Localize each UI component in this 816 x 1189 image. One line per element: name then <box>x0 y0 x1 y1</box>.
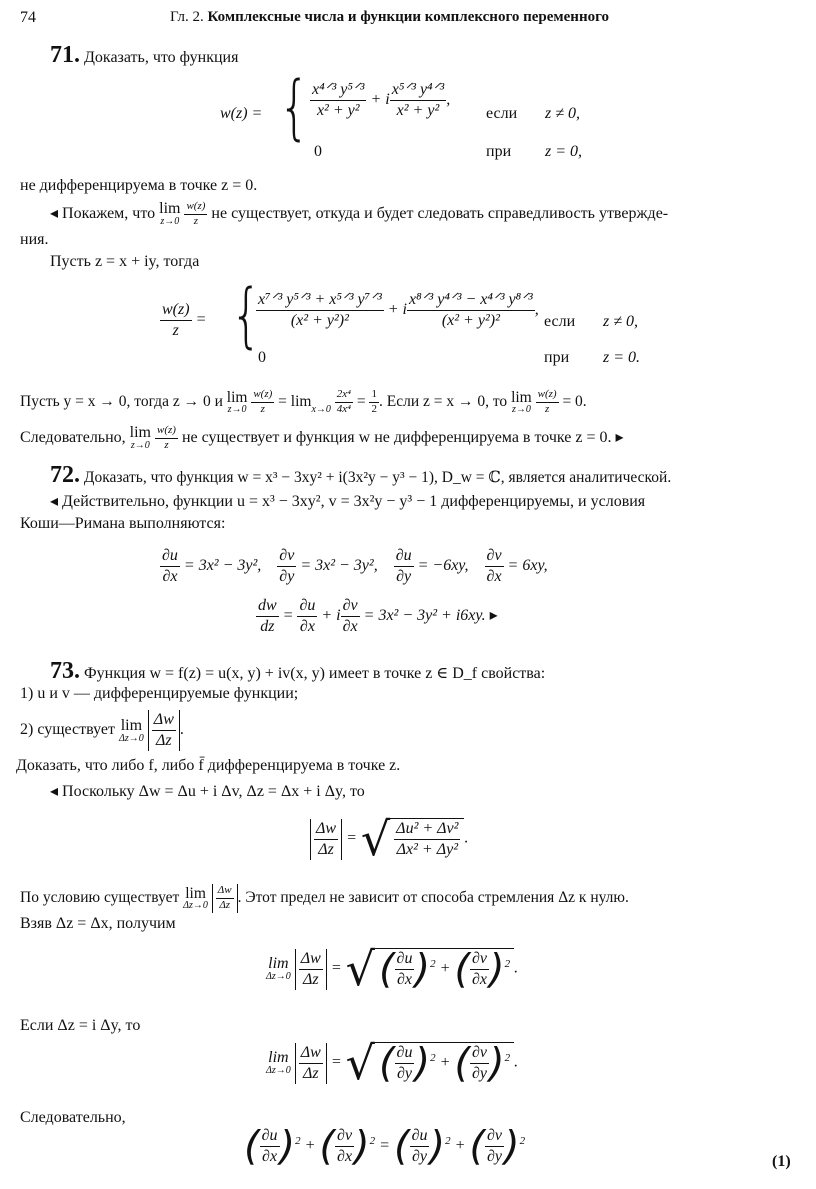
limit: lim z→0 <box>129 424 151 452</box>
fraction: $\frac{\partial u}{\partial x}$ <box>261 1127 278 1165</box>
absolute-value <box>148 710 180 751</box>
absolute-value <box>310 819 342 860</box>
limit: lim Δz→0 <box>266 1049 291 1076</box>
problem-statement: Доказать, что функция <box>84 49 239 66</box>
fraction: $\frac{\partial u}{\partial x}$ <box>299 597 316 635</box>
sqrt-sign: √ <box>345 1036 375 1090</box>
fraction: $\frac{\partial u}{\partial y}$ <box>411 1127 428 1165</box>
fraction: $\frac{\partial v}{\partial x}$ <box>486 547 502 585</box>
limit: lim z→0 <box>159 200 181 228</box>
fraction: $\frac{\partial v}{\partial y}$ <box>486 1127 502 1165</box>
condition: z ≠ 0, <box>545 105 581 122</box>
problem-71-heading <box>50 40 238 70</box>
problem-73-heading <box>50 656 545 686</box>
condition: z ≠ 0, <box>603 313 639 330</box>
fraction: $\frac{\text{x⁸ᐟ³ y⁴ᐟ³ − x⁴ᐟ³ y⁸ᐟ³}}{\text{(x² + y²)²}}$ <box>408 291 533 329</box>
cauchy-riemann-equations: $\frac{\partial u}{\partial x}$ = 3x² − 3y², $\frac{\partial v}{\partial y}$ = 3x² − 3y², $\frac{\partial u}{\partial y}$ = −6xy, $\frac{\partial v}{\partial x}$ = 6xy, <box>162 547 548 585</box>
fraction: $\frac{\text{2x⁴}}{\text{4x⁴}}$ <box>336 388 351 415</box>
ratio-case1: $\frac{\text{x⁷ᐟ³ y⁵ᐟ³ + x⁵ᐟ³ y⁷ᐟ³}}{\text{(x² + y²)²}}$ + i $\frac{\text{x⁸ᐟ³ y⁴ᐟ³ − x⁴ᐟ³ y⁸ᐟ³}}{\text{(x² + y²)²}}$ , <box>258 291 539 329</box>
fraction: $\frac{\Delta w}{\Delta z}$ <box>153 711 174 749</box>
limit: x→0 <box>311 404 331 415</box>
sqrt-sign: √ <box>360 812 391 866</box>
fraction: $\frac{\text{x⁵ᐟ³ y⁴ᐟ³}}{\text{x² + y²}}$ <box>391 81 445 119</box>
fraction: $\frac{\partial u}{\partial y}$ <box>396 1044 413 1082</box>
limit: lim Δz→0 <box>183 884 208 911</box>
fraction: $\frac{w(z)}{z}$ <box>253 388 273 415</box>
fraction: $\frac{\partial v}{\partial y}$ <box>279 547 295 585</box>
left-brace: { <box>278 66 310 148</box>
prove-text: Доказать, что либо f, либо f̄ дифференцируема в точке z. <box>16 757 401 774</box>
piecewise-case2: 0 <box>314 143 322 160</box>
proof-line: Следовательно, lim z→0 $\frac{w(z)}{z}$ не существует и функция w не дифференцируема в точке z = 0. ▸ <box>20 424 624 452</box>
fraction: $\frac{\text{x⁷ᐟ³ y⁵ᐟ³ + x⁵ᐟ³ y⁷ᐟ³}}{\text{(x² + y²)²}}$ <box>258 291 382 329</box>
sqrt-body: ( $\frac{\partial u}{\partial y}$ )$^2$ + ( $\frac{\partial v}{\partial y}$ )$^2$ <box>375 1042 514 1084</box>
limit: lim z→0 <box>511 388 532 415</box>
fraction: $\frac{dw}{dz}$ <box>258 597 277 635</box>
page-number: 74 <box>20 9 36 26</box>
chapter-title: Комплексные числа и функции комплексного переменного <box>207 9 610 25</box>
piecewise-case1: $\frac{\text{x⁴ᐟ³ y⁵ᐟ³}}{\text{x² + y²}}$ + i $\frac{\text{x⁵ᐟ³ y⁴ᐟ³}}{\text{x² + y²}}$ , <box>312 81 451 119</box>
proof-line: ния. <box>20 231 49 248</box>
fraction: $\frac{\partial u}{\partial x}$ <box>162 547 178 585</box>
proof-line: Следовательно, <box>20 1109 126 1126</box>
fraction: $\frac{\partial u}{\partial y}$ <box>395 547 412 585</box>
modulus-equation: $\frac{\Delta w}{\Delta z}$ = √ $\frac{\text{Δu² + Δv²}}{\text{Δx² + Δy²}}$ . <box>310 816 468 862</box>
fraction: $\frac{\text{Δu² + Δv²}}{\text{Δx² + Δy²}}$ <box>396 820 459 858</box>
fraction: $\frac{\partial v}{\partial x}$ <box>342 597 358 635</box>
absolute-value <box>295 949 327 990</box>
absolute-value <box>295 1043 327 1084</box>
proof-line: ◂ Действительно, функции u = x³ − 3xy², v = 3x²y − y³ − 1 дифференцируемы, и условия <box>50 493 646 510</box>
fraction: $\frac{\Delta w}{\Delta z}$ <box>300 949 321 988</box>
equation-1: ( $\frac{\partial u}{\partial x}$ )$^2$ + ( $\frac{\partial v}{\partial x}$ )$^2$ = ( $\frac{\partial u}{\partial y}$ )$^2$ + ( $\frac{\partial v}{\partial y}$ )$^2$ <box>244 1123 526 1170</box>
fraction: $\frac{\partial v}{\partial x}$ <box>471 950 487 988</box>
limit: lim Δz→0 <box>119 716 144 744</box>
fraction: $\frac{\text{x⁴ᐟ³ y⁵ᐟ³}}{\text{x² + y²}}$ <box>312 81 365 119</box>
fraction: $\frac{w(z)}{z}$ <box>537 388 557 415</box>
fraction: $\frac{w(z)}{z}$ <box>186 200 206 227</box>
if-word: если <box>544 313 576 330</box>
fraction: $\frac{1}{2}$ <box>371 388 377 415</box>
list-item: 1) u и v — дифференцируемые функции; <box>20 685 299 702</box>
fraction: $\frac{\Delta w}{\Delta z}$ <box>300 1043 321 1082</box>
let-text: Пусть z = x + iy, тогда <box>50 253 200 270</box>
problem-number: 73. <box>50 658 80 684</box>
proof-line: ◂ Покажем, что lim z→0 $\frac{w(z)}{z}$ не существует, откуда и будет следовать справедливость утвержде- <box>50 200 669 228</box>
fraction: $\frac{\Delta w}{\Delta z}$ <box>217 884 232 911</box>
wz-label: w(z) = <box>220 105 263 122</box>
ratio-label: $\frac{w(z)}{z}$ = <box>162 301 207 339</box>
problem-statement: Функция w = f(z) = u(x, y) + iv(x, y) имеет в точке z ∈ D_f свойства: <box>84 665 546 682</box>
limit-equation-x: lim Δz→0 $\frac{\Delta w}{\Delta z}$ = √ ( $\frac{\partial u}{\partial x}$ )$^2$ + ( $\frac{\partial v}{\partial x}$ )$^2$ . <box>266 942 519 996</box>
condition: z = 0. <box>603 349 641 366</box>
problem-72-heading <box>50 460 671 490</box>
limit-equation-y: lim Δz→0 $\frac{\Delta w}{\Delta z}$ = √ ( $\frac{\partial u}{\partial y}$ )$^2$ + ( $\frac{\partial v}{\partial y}$ )$^2$ . <box>266 1036 519 1090</box>
proof-line: Коши—Римана выполняются: <box>20 515 226 532</box>
conclusion-text: не дифференцируема в точке z = 0. <box>20 177 258 194</box>
sqrt-sign: √ <box>345 942 375 996</box>
list-item: 2) существует lim Δz→0 $\frac{\Delta w}{\Delta z}$ . <box>20 711 184 749</box>
proof-line: ◂ Поскольку Δw = Δu + i Δv, Δz = Δx + i Δy, то <box>50 783 365 800</box>
fraction: $\frac{w(z)}{z}$ <box>162 301 190 339</box>
ratio-case2: 0 <box>258 349 266 366</box>
fraction: $\frac{\partial u}{\partial x}$ <box>396 950 413 988</box>
running-header <box>170 8 609 27</box>
equation-number: (1) <box>772 1153 791 1170</box>
derivative-equation: $\frac{dw}{dz}$ = $\frac{\partial u}{\partial x}$ + i $\frac{\partial v}{\partial x}$ = 3x² − 3y² + i6xy. ▸ <box>258 597 498 635</box>
absolute-value <box>212 884 238 913</box>
proof-line: Взяв Δz = Δx, получим <box>20 915 176 932</box>
limit: lim Δz→0 <box>266 955 291 982</box>
at-word: при <box>486 143 512 160</box>
sqrt-body: ( $\frac{\partial u}{\partial x}$ )$^2$ + ( $\frac{\partial v}{\partial x}$ )$^2$ <box>375 948 514 990</box>
problem-statement: Доказать, что функция w = x³ − 3xy² + i(3x²y − y³ − 1), D_w = ℂ, является аналитической. <box>83 469 672 486</box>
problem-number: 72. <box>50 462 80 488</box>
fraction: $\frac{\partial v}{\partial x}$ <box>337 1127 353 1165</box>
chapter-label: Гл. 2. <box>170 9 204 25</box>
fraction: $\frac{w(z)}{z}$ <box>157 424 176 451</box>
proof-line: Пусть y = x → 0, тогда z → 0 и lim z→0 $\frac{w(z)}{z}$ = lim x→0 $\frac{\text{2x⁴}}{\text{4x⁴}}$ = $\frac{1}{2}$ . Если z = x → 0, то lim z→0 $\frac{w(z)}{z}$ = 0. <box>20 388 587 415</box>
left-brace: { <box>230 274 262 356</box>
condition: z = 0, <box>545 143 583 160</box>
problem-number: 71. <box>50 42 80 68</box>
at-word: при <box>544 349 570 366</box>
fraction: $\frac{\partial v}{\partial y}$ <box>471 1044 487 1082</box>
if-word: если <box>486 105 518 122</box>
proof-line: По условию существует lim Δz→0 $\frac{\Delta w}{\Delta z}$ . Этот предел не зависит от способа стремления Δz к нулю. <box>20 884 629 911</box>
sqrt-body <box>390 818 464 860</box>
proof-line: Если Δz = i Δy, то <box>20 1017 141 1034</box>
fraction: $\frac{\Delta w}{\Delta z}$ <box>316 819 337 858</box>
limit: lim z→0 <box>226 388 248 415</box>
